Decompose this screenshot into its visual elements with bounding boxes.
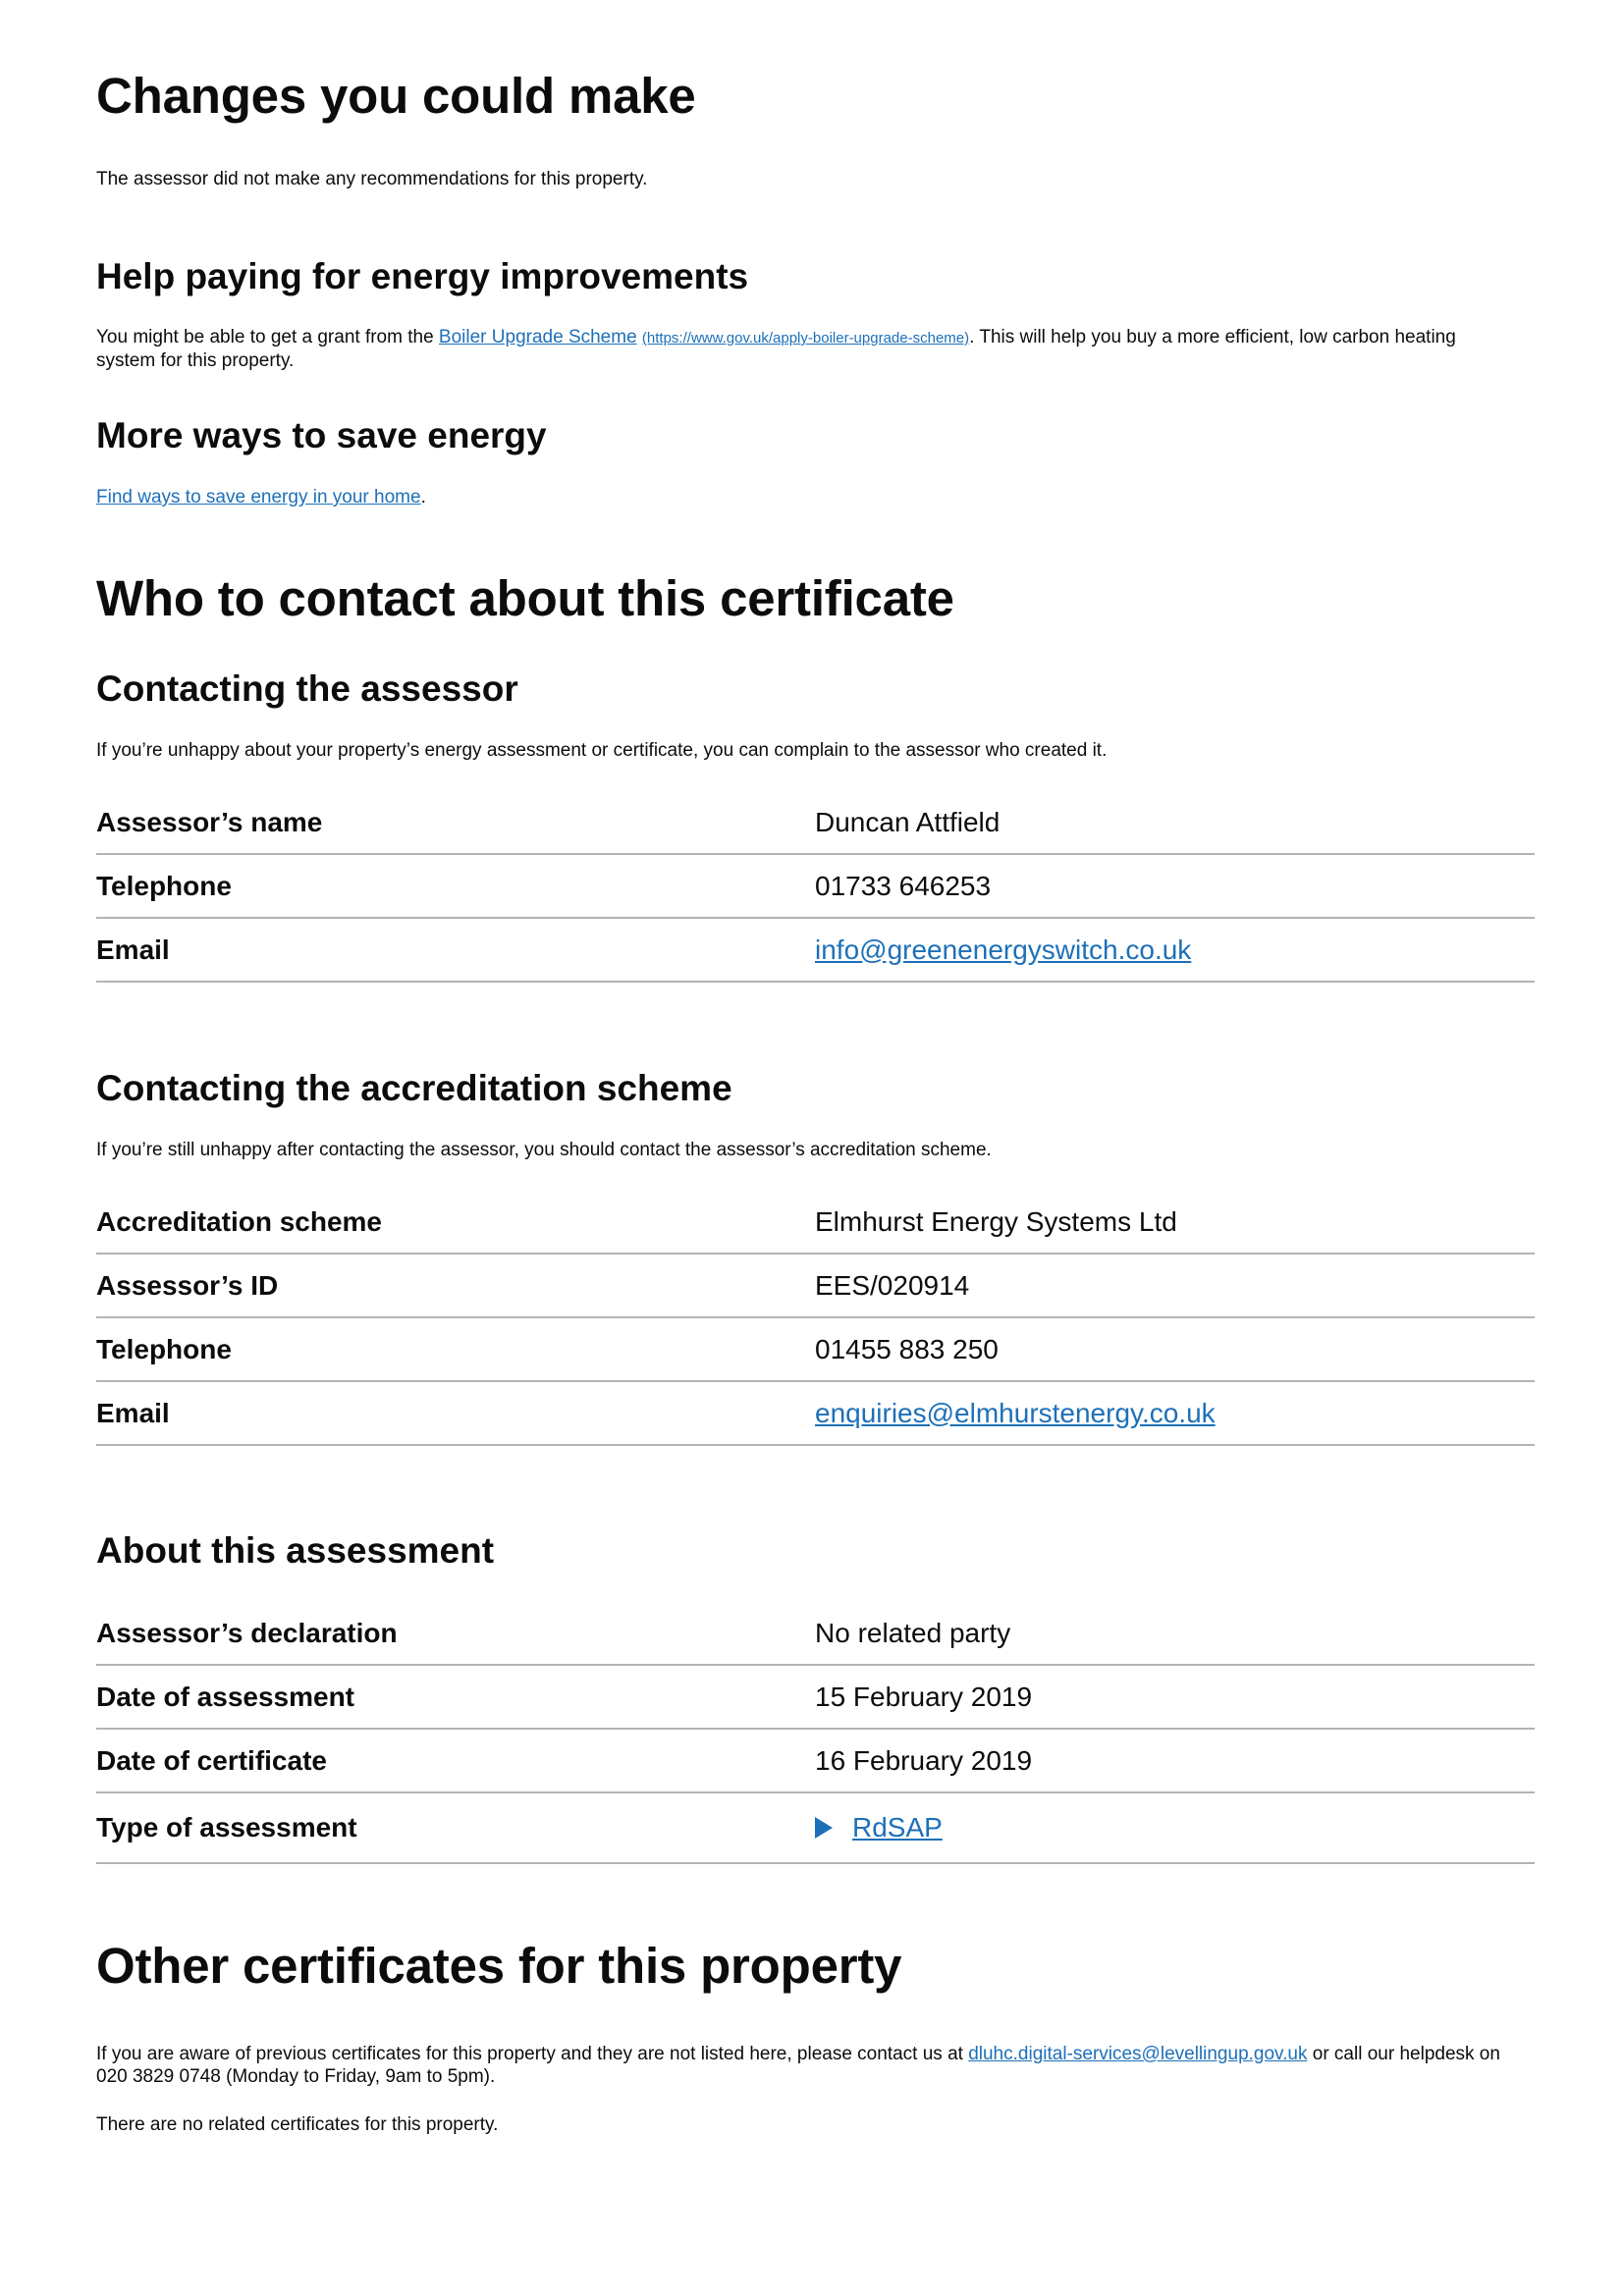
assessor-name-value: Duncan Attfield (815, 791, 1535, 854)
other-certificates-heading: Other certificates for this property (96, 1938, 902, 1994)
date-of-certificate-key: Date of certificate (96, 1729, 815, 1792)
assessor-telephone-key: Telephone (96, 854, 815, 918)
table-row (96, 1317, 1535, 1381)
assessor-name-key: Assessor’s name (96, 791, 815, 854)
about-heading: About this assessment (96, 1530, 495, 1571)
table-row (96, 1792, 1535, 1863)
more-ways-heading: More ways to save energy (96, 415, 547, 455)
scheme-email-key: Email (96, 1381, 815, 1445)
boiler-upgrade-scheme-link[interactable]: Boiler Upgrade Scheme (438, 327, 637, 347)
changes-text: The assessor did not make any recommendations for this property. (96, 169, 648, 189)
contacting-assessor-text: If you’re unhappy about your property’s energy assessment or certificate, you can complain to the assessor who created it. (96, 740, 1108, 761)
help-text-before: You might be able to get a grant from the (96, 327, 439, 347)
scheme-email-value (815, 1381, 1535, 1445)
declaration-key: Assessor’s declaration (96, 1602, 815, 1665)
other-text-before: If you are aware of previous certificates for this property and they are not listed here, please contact us at (96, 2044, 969, 2064)
rdsap-details-toggle[interactable]: RdSAP (852, 1812, 943, 1842)
contacting-assessor-heading: Contacting the assessor (96, 668, 518, 709)
date-of-assessment-key: Date of assessment (96, 1665, 815, 1729)
about-table (96, 1602, 1535, 1864)
no-related-certificates: There are no related certificates for this property. (96, 2114, 499, 2135)
other-text-after: or call our helpdesk on 020 3829 0748 (Monday to Friday, 9am to 5pm). (96, 2044, 1500, 2087)
date-of-certificate-value: 16 February 2019 (815, 1729, 1535, 1792)
more-ways-period: . (420, 487, 426, 507)
assessor-id-value: EES/020914 (815, 1254, 1535, 1317)
declaration-value: No related party (815, 1602, 1535, 1665)
other-certificates-text (96, 2043, 1525, 2088)
table-row (96, 1729, 1535, 1792)
table-row (96, 1665, 1535, 1729)
contacting-scheme-text: If you’re still unhappy after contacting the assessor, you should contact the assessor’s accreditation scheme. (96, 1140, 992, 1160)
help-text-after: . This will help you buy a more efficient, low carbon heating system for this property. (96, 327, 1456, 371)
date-of-assessment-value: 15 February 2019 (815, 1665, 1535, 1729)
more-ways-text (96, 486, 1535, 508)
scheme-email-link[interactable]: enquiries@elmhurstenergy.co.uk (815, 1397, 1216, 1428)
accreditation-scheme-key: Accreditation scheme (96, 1191, 815, 1254)
find-ways-link[interactable]: Find ways to save energy in your home (96, 487, 421, 507)
type-of-assessment-value[interactable] (815, 1792, 1535, 1863)
table-row (96, 1254, 1535, 1317)
changes-heading: Changes you could make (96, 68, 696, 124)
scheme-telephone-value: 01455 883 250 (815, 1317, 1535, 1381)
table-row (96, 918, 1535, 982)
help-heading: Help paying for energy improvements (96, 256, 749, 296)
assessor-email-value (815, 918, 1535, 982)
assessor-email-link[interactable]: info@greenenergyswitch.co.uk (815, 934, 1192, 965)
help-text (96, 326, 1510, 372)
table-row (96, 1602, 1535, 1665)
helpdesk-email-link[interactable]: dluhc.digital-services@levellingup.gov.uk (968, 2044, 1308, 2064)
table-row (96, 854, 1535, 918)
type-of-assessment-key: Type of assessment (96, 1792, 815, 1863)
boiler-upgrade-scheme-url[interactable]: (https://www.gov.uk/apply-boiler-upgrade-scheme) (641, 330, 970, 347)
disclosure-triangle-icon[interactable] (815, 1817, 833, 1839)
accreditation-scheme-value: Elmhurst Energy Systems Ltd (815, 1191, 1535, 1254)
table-row (96, 791, 1535, 854)
assessor-email-key: Email (96, 918, 815, 982)
contacting-scheme-heading: Contacting the accreditation scheme (96, 1068, 732, 1108)
assessor-telephone-value: 01733 646253 (815, 854, 1535, 918)
assessor-id-key: Assessor’s ID (96, 1254, 815, 1317)
scheme-table (96, 1191, 1535, 1446)
table-row (96, 1191, 1535, 1254)
assessor-table (96, 791, 1535, 983)
scheme-telephone-key: Telephone (96, 1317, 815, 1381)
table-row (96, 1381, 1535, 1445)
contact-heading: Who to contact about this certificate (96, 570, 954, 626)
